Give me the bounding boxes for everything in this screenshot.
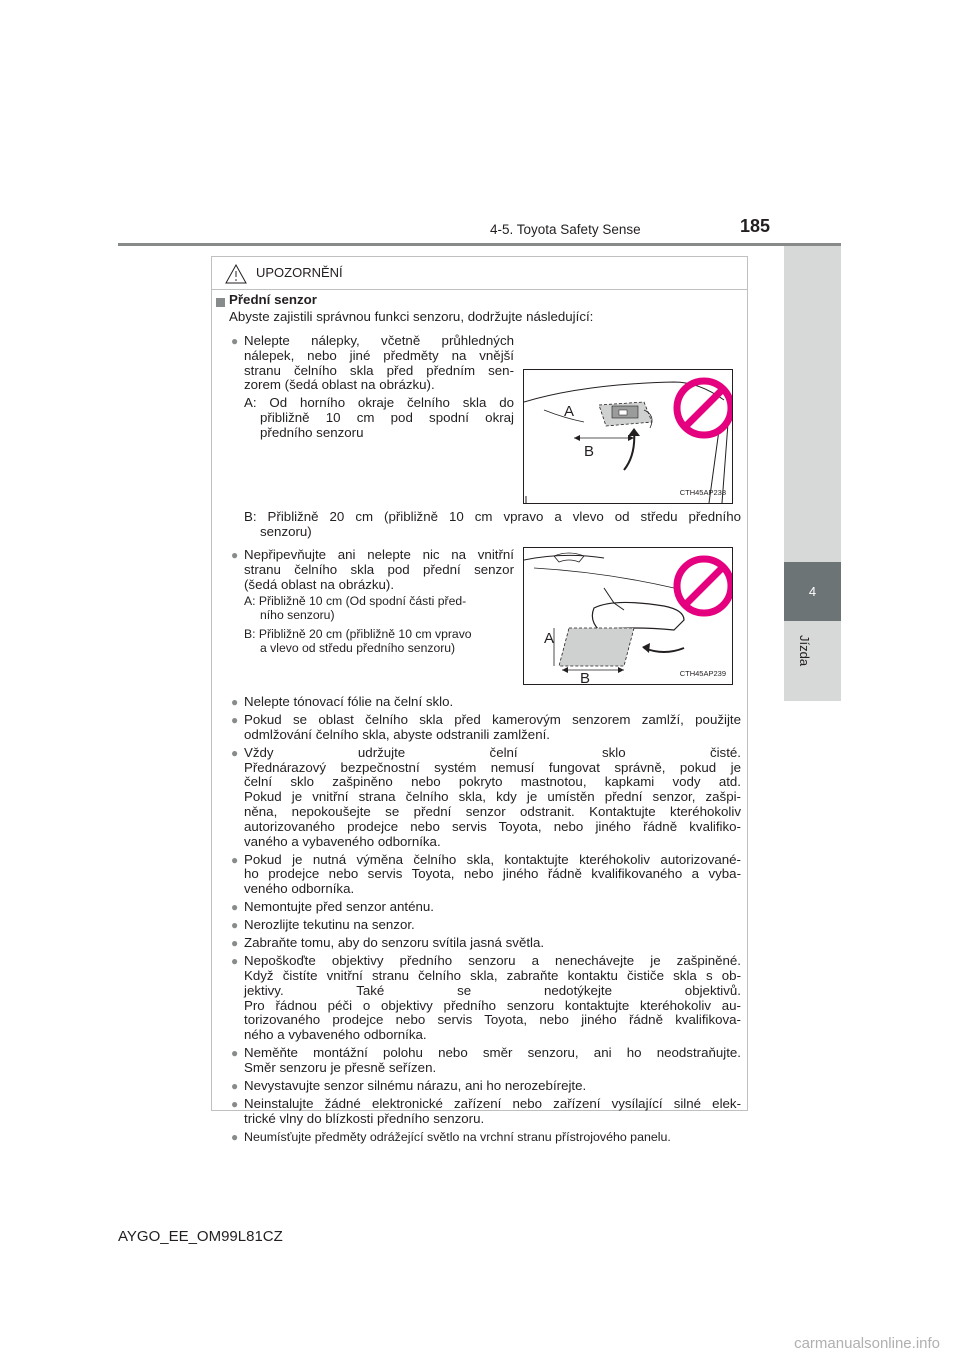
bullet-item: Nepoškoďte objektivy předního senzoru a nenechávejte je zašpiněné. Když čistíte vnitřní stranu čelního skla, zabraňte kontaktu čističe skla s ob- jektivy. Také se nedotýkejte objektivů. Pro řádnou péči o objektivy předního senzoru kontaktujte kteréhokoliv au- torizovaného prodejce nebo servis Toyota, nebo jiného řádně kvalifikova- ného a vybaveného odborníka. xyxy=(244,953,741,1043)
chapter-label: Jízda xyxy=(797,635,812,667)
bullet-item: Neinstalujte žádné elektronické zařízení nebo zařízení vysílající silné elek- trické vlny do blízkosti předního senzoru. xyxy=(244,1096,741,1126)
windshield-inside-illustration xyxy=(524,548,732,684)
caution-title: UPOZORNĚNÍ xyxy=(256,265,343,280)
item2-b-note: B: Přibližně 20 cm (přibližně 10 cm vpravo a vlevo od středu předního senzoru) xyxy=(244,627,472,655)
svg-text:A: A xyxy=(544,630,555,647)
caution-box xyxy=(211,256,748,1144)
bullet-item: Vždy udržujte čelní sklo čisté. Přednárazový bezpečnostní systém nemusí fungovat správně, pokud je čelní sklo zašpiněno nebo pokryto mastnotou, kapkami vody atd. Pokud je vnitřní strana čelního skla, kdy je umístěn přední senzor, zašpi- něna, nepokoušejte se přední senzor odstranit. Kontaktujte kteréhokoliv autorizovaného prodejce nebo servis Toyota, nebo jiného řádně kvalifiko- vaného a vybaveného odborníka. xyxy=(244,744,741,849)
heading-square-icon xyxy=(216,298,225,307)
bullet-icon: ● xyxy=(231,900,239,915)
svg-text:B: B xyxy=(580,670,591,684)
chapter-tab xyxy=(784,562,841,621)
side-bar-top xyxy=(784,246,841,562)
page-number: 185 xyxy=(740,216,771,236)
bullet-item: Nelepte tónovací fólie na čelní sklo. xyxy=(244,694,454,709)
caution-header xyxy=(212,257,747,290)
side-bar-bottom xyxy=(784,621,841,701)
bullet-icon: ● xyxy=(231,745,239,760)
document-code: AYGO_EE_OM99L81CZ xyxy=(118,1228,283,1245)
chapter-number: 4 xyxy=(808,584,817,599)
bullet-icon: ● xyxy=(231,954,239,969)
bullet-item: Neumísťujte předměty odrážející světlo na vrchní stranu přístrojového panelu. xyxy=(244,1129,671,1144)
item2-a-note: A: Přibližně 10 cm (Od spodní části před- ního senzoru) xyxy=(244,594,467,622)
warning-triangle-icon xyxy=(225,264,247,284)
bullet-item: Nemontujte před senzor anténu. xyxy=(244,899,434,915)
item1-b-note: B: Přibližně 20 cm (přibližně 10 cm vpravo a vlevo od středu předního senzoru) xyxy=(244,509,741,539)
bullet-icon: ● xyxy=(231,1046,239,1061)
bullet-icon: ● xyxy=(231,936,239,951)
bullet-item: Nerozlijte tekutinu na senzor. xyxy=(244,917,415,933)
item2-text: Nepřipevňujte ani nelepte nic na vnitřní stranu čelního skla pod přední senzor (šedá oblast na obrázku). xyxy=(244,547,514,592)
item1-text: Nelepte nálepky, včetně průhledných nálepek, nebo jiné předměty na vnější stranu čelního skla před předním sen- zorem (šedá oblast na obrázku). xyxy=(244,333,514,393)
figure-1 xyxy=(523,369,733,504)
bullet-icon: ● xyxy=(231,1129,239,1144)
bullet-icon: ● xyxy=(231,548,239,562)
section-title: 4-5. Toyota Safety Sense xyxy=(490,222,641,237)
windshield-outside-illustration xyxy=(524,370,732,503)
bullet-item: Zabraňte tomu, aby do senzoru svítila jasná světla. xyxy=(244,935,545,951)
figure-1-code: CTH45AP238 xyxy=(679,488,726,498)
figure-2-code: CTH45AP239 xyxy=(679,669,726,679)
watermark: carmanualsonline.info xyxy=(794,1335,940,1352)
bullet-icon: ● xyxy=(231,695,239,709)
bullet-icon: ● xyxy=(231,1079,239,1093)
bullet-item: Pokud se oblast čelního skla před kamerovým senzorem zamlží, použijte odmlžování čelního skla, abyste odstranili zamlžení. xyxy=(244,712,741,742)
svg-text:B: B xyxy=(584,443,595,460)
header-rule xyxy=(118,243,841,246)
item1-a-note: A: Od horního okraje čelního skla do přibližně 10 cm pod spodní okraj předního senzoru xyxy=(244,395,514,440)
bullet-item: Nevystavujte senzor silnému nárazu, ani ho nerozebírejte. xyxy=(244,1078,587,1093)
bullet-item: Neměňte montážní polohu nebo směr senzoru, ani ho neodstraňujte. Směr senzoru je přesně seřízen. xyxy=(244,1045,741,1075)
bullet-icon: ● xyxy=(231,1097,239,1111)
bullet-icon: ● xyxy=(231,713,239,727)
bullet-icon: ● xyxy=(231,334,239,348)
intro-text: Abyste zajistili správnou funkci senzoru, dodržujte následující: xyxy=(229,309,594,324)
figure-2 xyxy=(523,547,733,685)
bullet-item: Pokud je nutná výměna čelního skla, kontaktujte kteréhokoliv autorizované- ho prodejce nebo servis Toyota, nebo jiného řádně kvalifikovaného a vyba- veného odborníka. xyxy=(244,851,741,897)
bullet-icon: ● xyxy=(231,852,239,867)
section-heading: Přední senzor xyxy=(229,292,317,307)
bullet-icon: ● xyxy=(231,918,239,933)
svg-text:A: A xyxy=(564,403,575,420)
